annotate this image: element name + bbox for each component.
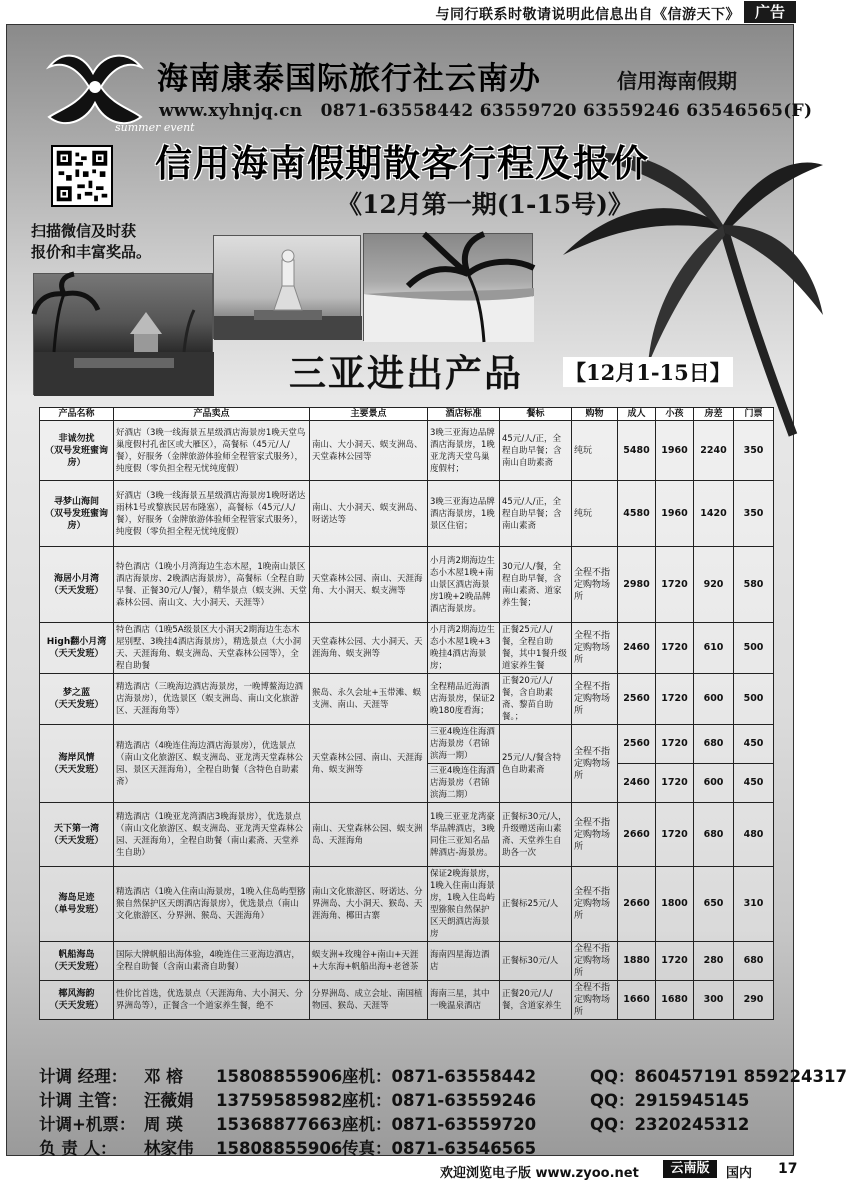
price-ticket: 310 [734,867,774,942]
table-row [40,725,774,764]
product-name: 椰风海韵 （天天发班） [40,981,114,1020]
price-child: 1800 [656,867,694,942]
product-hotel: 三亚4晚连住海酒店海景房（君锦滨海一期） [428,725,500,764]
product-name: 天下第一湾 （天天发班） [40,803,114,867]
product-hotel: 3晚三亚海边品牌酒店海景房，1晚景区住宿； [428,481,500,547]
footer-browse-link[interactable]: 欢迎浏览电子版 www.zyoo.net [440,1166,639,1181]
contact-name: 汪薇娟 [144,1091,194,1110]
product-sights: 南山、天堂森林公园、蜈支洲岛、天涯海角 [310,803,428,867]
company-contact-line [159,101,812,121]
contact-name: 周 瑛 [144,1115,183,1134]
table-row [40,674,774,725]
table-row [40,547,774,623]
product-shopping: 纯玩 [572,481,618,547]
price-child: 1720 [656,674,694,725]
price-room-diff: 2240 [694,421,734,481]
col-header: 小孩 [656,408,694,421]
product-selling-point: 特色酒店（1晚小月湾海边生态木屋，1晚南山景区酒店海景房、2晚酒店海景房），高餐标（全程自助早餐、正餐30元/人/餐），精华景点（蜈支洲、天堂森林公园、南山文、大小洞天、天涯等） [114,547,310,623]
product-selling-point: 精选酒店（1晚亚龙湾酒店3晚海景房），优选景点（南山文化旅游区、蜈支洲岛、亚龙湾天堂森林公园、天涯海角），全程自助餐（南山素斋、天堂养生自助） [114,803,310,867]
price-room-diff: 600 [694,764,734,803]
product-meal: 45元/人/正，全程自助早餐；含南山自助素斋 [500,421,572,481]
edition-badge: 云南版 [663,1160,717,1178]
table-row [40,981,774,1020]
product-name: 梦之蓝 （天天发班） [40,674,114,725]
product-shopping: 全程不指定购物场所 [572,623,618,674]
product-name: High翻小月湾 （天天发班） [40,623,114,674]
contact-role: 计调+机票： [39,1115,136,1134]
product-shopping: 全程不指定购物场所 [572,867,618,942]
section-title: 三亚进出产品 [289,351,523,395]
company-name: 海南康泰国际旅行社云南办 [157,61,541,97]
beach-photo [363,233,533,341]
page-headline: 信用海南假期散客行程及报价 [155,141,649,185]
issue-label: 《12月第一期(1-15号)》 [337,190,634,219]
ad-label: 广告 [744,1,796,23]
price-room-diff: 300 [694,981,734,1020]
section-dates: 【12月1-15日】 [563,357,733,387]
product-sights: 天堂森林公园、南山、天涯海角、大小洞天、蜈支洲等 [310,547,428,623]
product-selling-point: 精选酒店（1晚入住南山海景房，1晚入住岛屿型猕猴自然保护区天朗酒店海景房），优选景点（南山文化旅游区、分界洲、猴岛、天涯海角） [114,867,310,942]
product-meal: 正餐25元/人/餐，全程自助餐，其中1餐升级道家养生餐 [500,623,572,674]
product-name: 海岸风情 （天天发班） [40,725,114,803]
product-meal: 正餐标25元/人 [500,867,572,942]
contact-mobile[interactable]: 15808855906 [216,1139,343,1158]
price-child: 1680 [656,981,694,1020]
col-header: 产品卖点 [114,408,310,421]
product-hotel: 1晚三亚亚龙湾豪华品牌酒店，3晚同住三亚知名品牌酒店-海景房。 [428,803,500,867]
product-meal: 正餐标30元/人 [500,942,572,981]
table-row [40,867,774,942]
scan-note-line: 报价和丰富奖品。 [31,243,152,261]
price-room-diff: 600 [694,674,734,725]
product-selling-point: 特色酒店（1晚5A级景区大小洞天2期海边生态木屋别墅、3晚挂4酒店海景房），精选景点（大小洞天、天涯海角、蜈支洲岛、天堂森林公园等），全程自助餐 [114,623,310,674]
price-adult: 2460 [618,623,656,674]
price-child: 1720 [656,623,694,674]
contact-qq: QQ：860457191 859224317 [590,1067,847,1086]
scan-note-line: 扫描微信及时获 [31,222,137,240]
product-shopping: 全程不指定购物场所 [572,725,618,803]
table-row [40,481,774,547]
price-adult: 2980 [618,547,656,623]
col-header: 酒店标准 [428,408,500,421]
product-shopping: 全程不指定购物场所 [572,803,618,867]
price-adult: 4580 [618,481,656,547]
scan-note [31,221,151,263]
price-room-diff: 680 [694,803,734,867]
table-row [40,803,774,867]
product-sights: 天堂森林公园、南山、天涯海角、蜈支洲等 [310,725,428,803]
brand-tagline: 信用海南假期 [617,69,737,93]
table-row [40,942,774,981]
table-row [40,623,774,674]
product-shopping: 全程不指定购物场所 [572,547,618,623]
price-child: 1720 [656,547,694,623]
table-row [40,421,774,481]
price-child: 1960 [656,481,694,547]
col-header: 餐标 [500,408,572,421]
product-meal: 45元/人/正，全程自助早餐；含南山素斋 [500,481,572,547]
price-adult: 2560 [618,674,656,725]
price-ticket: 350 [734,421,774,481]
product-shopping: 全程不指定购物场所 [572,674,618,725]
price-child: 1720 [656,764,694,803]
col-header: 成人 [618,408,656,421]
price-adult: 5480 [618,421,656,481]
col-header: 房差 [694,408,734,421]
product-shopping: 全程不指定购物场所 [572,981,618,1020]
product-hotel: 保证2晚海景房，1晚入住南山海景房，1晚入住岛屿型猕猴自然保护区天朗酒店海景房 [428,867,500,942]
product-selling-point: 性价比首选，优选景点（天涯海角、大小洞天、分界洲岛等），正餐含一个道家养生餐，绝不 [114,981,310,1020]
table-header-row [40,408,774,421]
contact-row [39,1089,847,1113]
price-adult: 1660 [618,981,656,1020]
price-room-diff: 1420 [694,481,734,547]
guanyin-statue-photo [213,235,361,339]
price-ticket: 500 [734,674,774,725]
product-name: 帆船海岛 （天天发班） [40,942,114,981]
price-ticket: 350 [734,481,774,547]
product-hotel: 海南三星，其中一晚温泉酒店 [428,981,500,1020]
product-hotel: 3晚三亚海边品牌酒店海景房，1晚亚龙湾天堂鸟巢度假村； [428,421,500,481]
product-selling-point: 精选酒店（三晚海边酒店海景房，一晚博鳌海边酒店海景房），优选景区（蜈支洲岛、南山文化旅游区、天涯海角等） [114,674,310,725]
product-meal: 30元/人/餐，全程自助早餐，含南山素斋、道家养生餐； [500,547,572,623]
product-meal: 正餐标30元/人，升级赠送南山素斋、天堂养生自助各一次 [500,803,572,867]
col-header: 购物 [572,408,618,421]
logo-caption: summer event [115,121,195,134]
contact-qq: QQ：2915945145 [590,1091,750,1110]
product-sights: 天堂森林公园、大小洞天、天涯海角、蜈支洲等 [310,623,428,674]
product-name: 海岛足迹 （单号发班） [40,867,114,942]
price-ticket: 580 [734,547,774,623]
product-hotel: 海南四星海边酒店 [428,942,500,981]
contact-landline[interactable]: 座机：0871-63558442 [342,1067,537,1086]
price-child: 1720 [656,725,694,764]
product-sights: 南山、大小洞天、蜈支洲岛、呀诺达等 [310,481,428,547]
price-room-diff: 610 [694,623,734,674]
product-shopping: 纯玩 [572,421,618,481]
price-ticket: 500 [734,623,774,674]
contact-mobile[interactable]: 15808855906 [216,1067,343,1086]
resort-photo [33,273,213,395]
price-ticket: 290 [734,981,774,1020]
price-room-diff: 650 [694,867,734,942]
product-selling-point: 精选酒店（4晚连住海边酒店海景房），优选景点（南山文化旅游区、蜈支洲岛、亚龙湾天堂森林公园、景区天涯海角），全程自助餐（含特色自助素斋） [114,725,310,803]
product-sights: 蜈支洲+玫瑰谷+南山+天涯+大东海+帆船出海+老爸茶 [310,942,428,981]
contact-qq: QQ：2320245312 [590,1115,750,1134]
section-label: 国内 [726,1166,753,1181]
price-adult: 2660 [618,803,656,867]
ad-page [6,24,847,1158]
price-adult: 2460 [618,764,656,803]
product-sights: 南山文化旅游区、呀诺达、分界洲岛、大小洞天、猴岛、天涯海角、椰田古寨 [310,867,428,942]
page-number: 17 [778,1161,798,1177]
product-name: 寻梦山海间 （双号发班蜜询房） [40,481,114,547]
top-bar [0,0,800,24]
price-child: 1720 [656,803,694,867]
product-hotel: 小月湾2期海边生态小木屋1晚+南山景区酒店海景房1晚+2晚品牌酒店海景房。 [428,547,500,623]
col-header: 产品名称 [40,408,114,421]
contact-row [39,1065,847,1089]
contact-mobile[interactable]: 15368877663 [216,1115,343,1134]
contact-fax: 传真：0871-63546565 [342,1139,537,1158]
contact-list [39,1065,847,1161]
product-meal: 25元/人/餐含特色自助素斋 [500,725,572,803]
product-meal: 正餐20元/人/餐，含道家养生 [500,981,572,1020]
price-room-diff: 920 [694,547,734,623]
product-hotel: 三亚4晚连住海酒店海景房（君锦滨海二期） [428,764,500,803]
price-adult: 1880 [618,942,656,981]
price-ticket: 450 [734,725,774,764]
contact-role: 负 责 人： [39,1139,117,1158]
product-name: 非诚勿扰 （双号发班蜜询房） [40,421,114,481]
price-adult: 2660 [618,867,656,942]
contact-name: 邓 榕 [144,1067,183,1086]
product-hotel: 小月湾2期海边生态小木屋1晚+3晚挂4酒店海景房； [428,623,500,674]
contact-role: 计调 主管： [39,1091,128,1110]
contact-landline[interactable]: 座机：0871-63559246 [342,1091,537,1110]
contact-mobile[interactable]: 13759585982 [216,1091,343,1110]
product-selling-point: 国际大牌帆船出海体验，4晚连住三亚海边酒店，全程自助餐（含南山素斋自助餐） [114,942,310,981]
price-room-diff: 680 [694,725,734,764]
product-sights: 猴岛、永久会址+玉带滩、蜈支洲、南山、天涯等 [310,674,428,725]
product-selling-point: 好酒店（3晚一线海景五星级酒店海景房1晚呀诺达雨林1号或黎族民居布隆塞），高餐标（45元/人/餐），好服务（金牌旅游体验师全程管家式服务），纯度假（零负担全程无忧纯度假） [114,481,310,547]
source-notice: 与同行联系时敬请说明此信息出自《信游天下》 [435,7,740,23]
contact-landline[interactable]: 座机：0871-63559720 [342,1115,537,1134]
product-selling-point: 好酒店（3晚一线海景五星级酒店海景房1晚天堂鸟巢度假村孔雀区或大雁区），高餐标（45元/人/餐），好服务（金牌旅游体验师全程管家式服务），纯度假（零负担全程无忧纯度假） [114,421,310,481]
price-room-diff: 280 [694,942,734,981]
price-child: 1720 [656,942,694,981]
contact-name: 林家伟 [144,1139,194,1158]
product-shopping: 全程不指定购物场所 [572,942,618,981]
price-child: 1960 [656,421,694,481]
col-header: 主要景点 [310,408,428,421]
product-hotel: 全程精品近海酒店海景房，保证2晚180度看海； [428,674,500,725]
wechat-qr-code-icon [51,145,113,207]
website-link[interactable]: www.xyhnjq.cn [159,101,303,121]
product-table [39,407,774,1020]
contact-role: 计调 经理： [39,1067,128,1086]
price-adult: 2560 [618,725,656,764]
price-ticket: 480 [734,803,774,867]
page-footer [0,1156,800,1183]
product-meal: 正餐20元/人/餐，含自助素斋、黎苗自助餐。； [500,674,572,725]
contact-row [39,1113,847,1137]
product-name: 海居小月湾 （天天发班） [40,547,114,623]
col-header: 门票 [734,408,774,421]
product-sights: 分界洲岛、成立会址、南国植物园、猴岛、天涯等 [310,981,428,1020]
price-ticket: 450 [734,764,774,803]
product-sights: 南山、大小洞天、蜈支洲岛、天堂森林公园等 [310,421,428,481]
company-phones: 0871-63558442 63559720 63559246 63546565(F) [320,101,813,121]
price-ticket: 680 [734,942,774,981]
